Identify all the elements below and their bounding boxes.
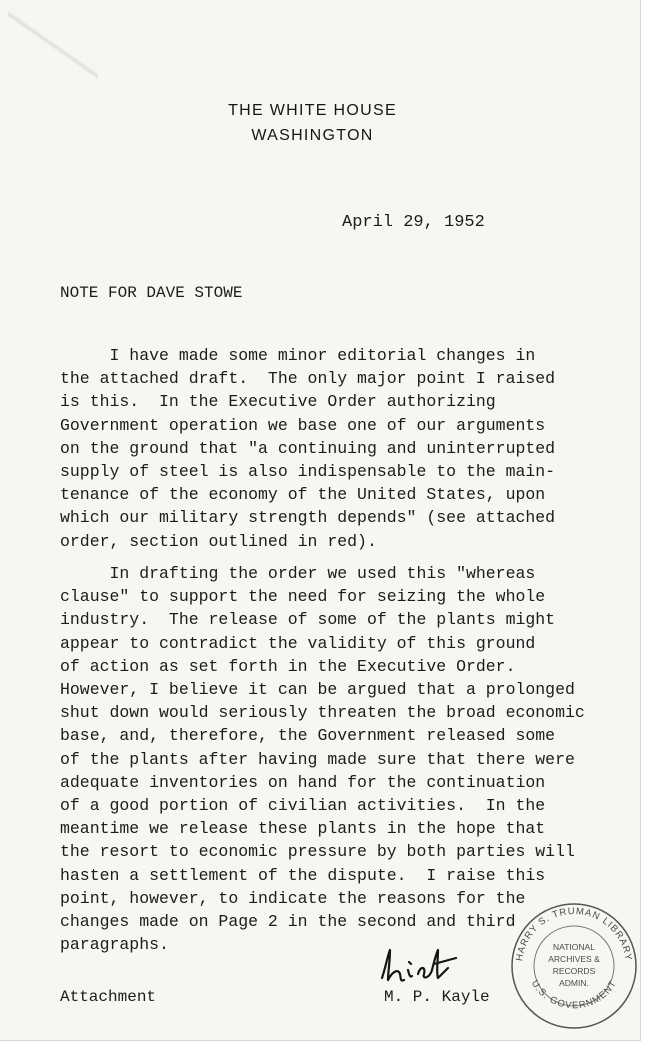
text-line: meantime we release these plants in the hope that <box>60 819 546 839</box>
stamp-center-line: ARCHIVES & <box>548 954 600 964</box>
text-line: the resort to economic pressure by both parties will <box>60 842 575 862</box>
text-line: of the plants after having made sure that there were <box>60 749 575 769</box>
stamp-ring-bottom: U.S. GOVERNMENT <box>528 978 620 1012</box>
paragraph-2 <box>60 562 620 956</box>
text-line: the attached draft. The only major point I raised <box>60 369 556 389</box>
text-line: hasten a settlement of the dispute. I raise this <box>60 865 546 885</box>
stamp-center-line: RECORDS <box>552 966 596 976</box>
paper-crease <box>8 10 98 80</box>
text-line: changes made on Page 2 in the second and third <box>60 912 516 932</box>
stamp-center-line: NATIONAL <box>553 942 595 952</box>
text-line: I have made some minor editorial changes in <box>60 346 536 365</box>
text-line: tenance of the economy of the United States, upon <box>60 485 546 505</box>
text-line: Government operation we base one of our arguments <box>60 415 546 435</box>
signer-name: M. P. Kayle <box>384 988 490 1006</box>
letterhead-title: THE WHITE HOUSE <box>228 102 397 119</box>
handwritten-signature <box>376 944 486 988</box>
text-line: point, however, to indicate the reasons for the <box>60 888 526 908</box>
attachment-label: Attachment <box>60 988 157 1006</box>
stamp-ring-top: HARRY S. TRUMAN LIBRARY <box>514 905 634 962</box>
text-line: However, I believe it can be argued that a prolonged <box>60 680 575 700</box>
text-line: of a good portion of civilian activities. In the <box>60 796 546 816</box>
text-line: supply of steel is also indispensable to the main- <box>60 462 556 482</box>
text-line: In drafting the order we used this "whereas <box>60 564 536 583</box>
text-line: which our military strength depends" (see attached <box>60 508 556 528</box>
text-line: clause" to support the need for seizing the whole <box>60 587 546 607</box>
text-line: shut down would seriously threaten the broad economic <box>60 703 585 723</box>
letterhead-city: WASHINGTON <box>251 127 374 144</box>
text-line: base, and, therefore, the Government released some <box>60 726 556 746</box>
text-line: order, section outlined in red). <box>60 531 377 551</box>
note-heading: NOTE FOR DAVE STOWE <box>60 284 243 302</box>
paragraph-1 <box>60 344 620 553</box>
text-line: on the ground that "a continuing and uninterrupted <box>60 438 556 458</box>
text-line: is this. In the Executive Order authorizing <box>60 392 496 412</box>
library-stamp <box>508 900 640 1032</box>
letterhead <box>180 98 445 148</box>
text-line: of action as set forth in the Executive Order. <box>60 656 516 676</box>
text-line: adequate inventories on hand for the continuation <box>60 772 546 792</box>
letter-date: April 29, 1952 <box>342 213 485 232</box>
text-line: appear to contradict the validity of this ground <box>60 633 536 653</box>
text-line: industry. The release of some of the plants might <box>60 610 556 630</box>
stamp-center-line: ADMIN. <box>559 978 589 988</box>
text-line: paragraphs. <box>60 935 169 955</box>
